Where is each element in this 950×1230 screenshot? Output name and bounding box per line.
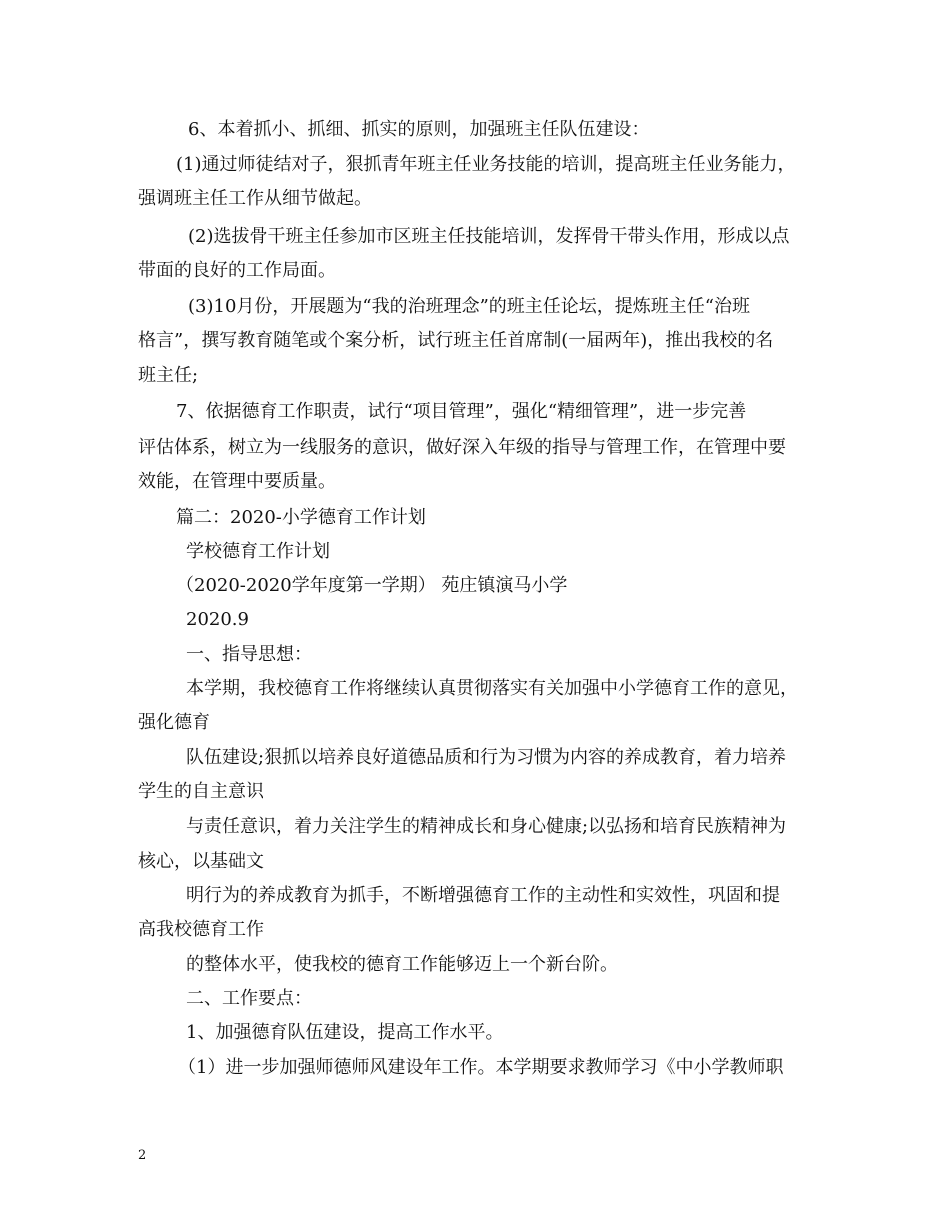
text-line: 核心，以基础文: [138, 851, 264, 872]
text-line: 高我校德育工作: [138, 919, 264, 940]
text-line: 1、加强德育队伍建设，提高工作水平。: [186, 1022, 504, 1043]
text-line: 队伍建设;狠抓以培养良好道德品质和行为习惯为内容的养成教育，着力培养: [186, 747, 787, 768]
section-title: 篇二：2020-小学德育工作计划: [176, 507, 426, 528]
text-line: 效能，在管理中要质量。: [138, 471, 336, 492]
plan-date: 2020.9: [186, 609, 249, 630]
text-line: 与责任意识，着力关注学生的精神成长和身心健康;以弘扬和培育民族精神为: [186, 816, 787, 837]
text-line: (1)通过师徒结对子，狠抓青年班主任业务技能的培训，提高班主任业务能力，: [176, 154, 796, 175]
text-line: 格言”，撰写教育随笔或个案分析，试行班主任首席制(一届两年)，推出我校的名: [138, 330, 774, 351]
text-line: 7、依据德育工作职责，试行“项目管理”，强化“精细管理”，进一步完善: [176, 401, 747, 422]
plan-title: 学校德育工作计划: [186, 541, 330, 562]
text-line: (2)选拔骨干班主任参加市区班主任技能培训，发挥骨干带头作用，形成以点: [188, 226, 790, 247]
text-line: 强调班主任工作从细节做起。: [138, 188, 372, 209]
text-line: 评估体系，树立为一线服务的意识，做好深入年级的指导与管理工作，在管理中要: [138, 437, 786, 458]
text-line: 班主任;: [138, 365, 199, 386]
text-line: 6、本着抓小、抓细、抓实的原则，加强班主任队伍建设：: [188, 119, 650, 140]
text-line: 带面的良好的工作局面。: [138, 260, 336, 281]
text-line: （1）进一步加强师德师风建设年工作。本学期要求教师学习《中小学教师职: [178, 1057, 784, 1078]
text-line: 学生的自主意识: [138, 781, 264, 802]
plan-subtitle: （2020-2020学年度第一学期） 苑庄镇演马小学: [176, 575, 568, 596]
page-number: 2: [138, 1148, 147, 1163]
text-line: 的整体水平，使我校的德育工作能够迈上一个新台阶。: [186, 954, 618, 975]
heading-work-points: 二、工作要点：: [186, 988, 312, 1009]
text-line: 本学期，我校德育工作将继续认真贯彻落实有关加强中小学德育工作的意见，: [186, 678, 798, 699]
text-line: 明行为的养成教育为抓手，不断增强德育工作的主动性和实效性，巩固和提: [186, 885, 780, 906]
text-line: 强化德育: [138, 712, 210, 733]
heading-guiding-ideology: 一、指导思想：: [186, 644, 312, 665]
text-line: (3)10月份，开展题为“我的治班理念”的班主任论坛，提炼班主任“治班: [188, 296, 751, 317]
